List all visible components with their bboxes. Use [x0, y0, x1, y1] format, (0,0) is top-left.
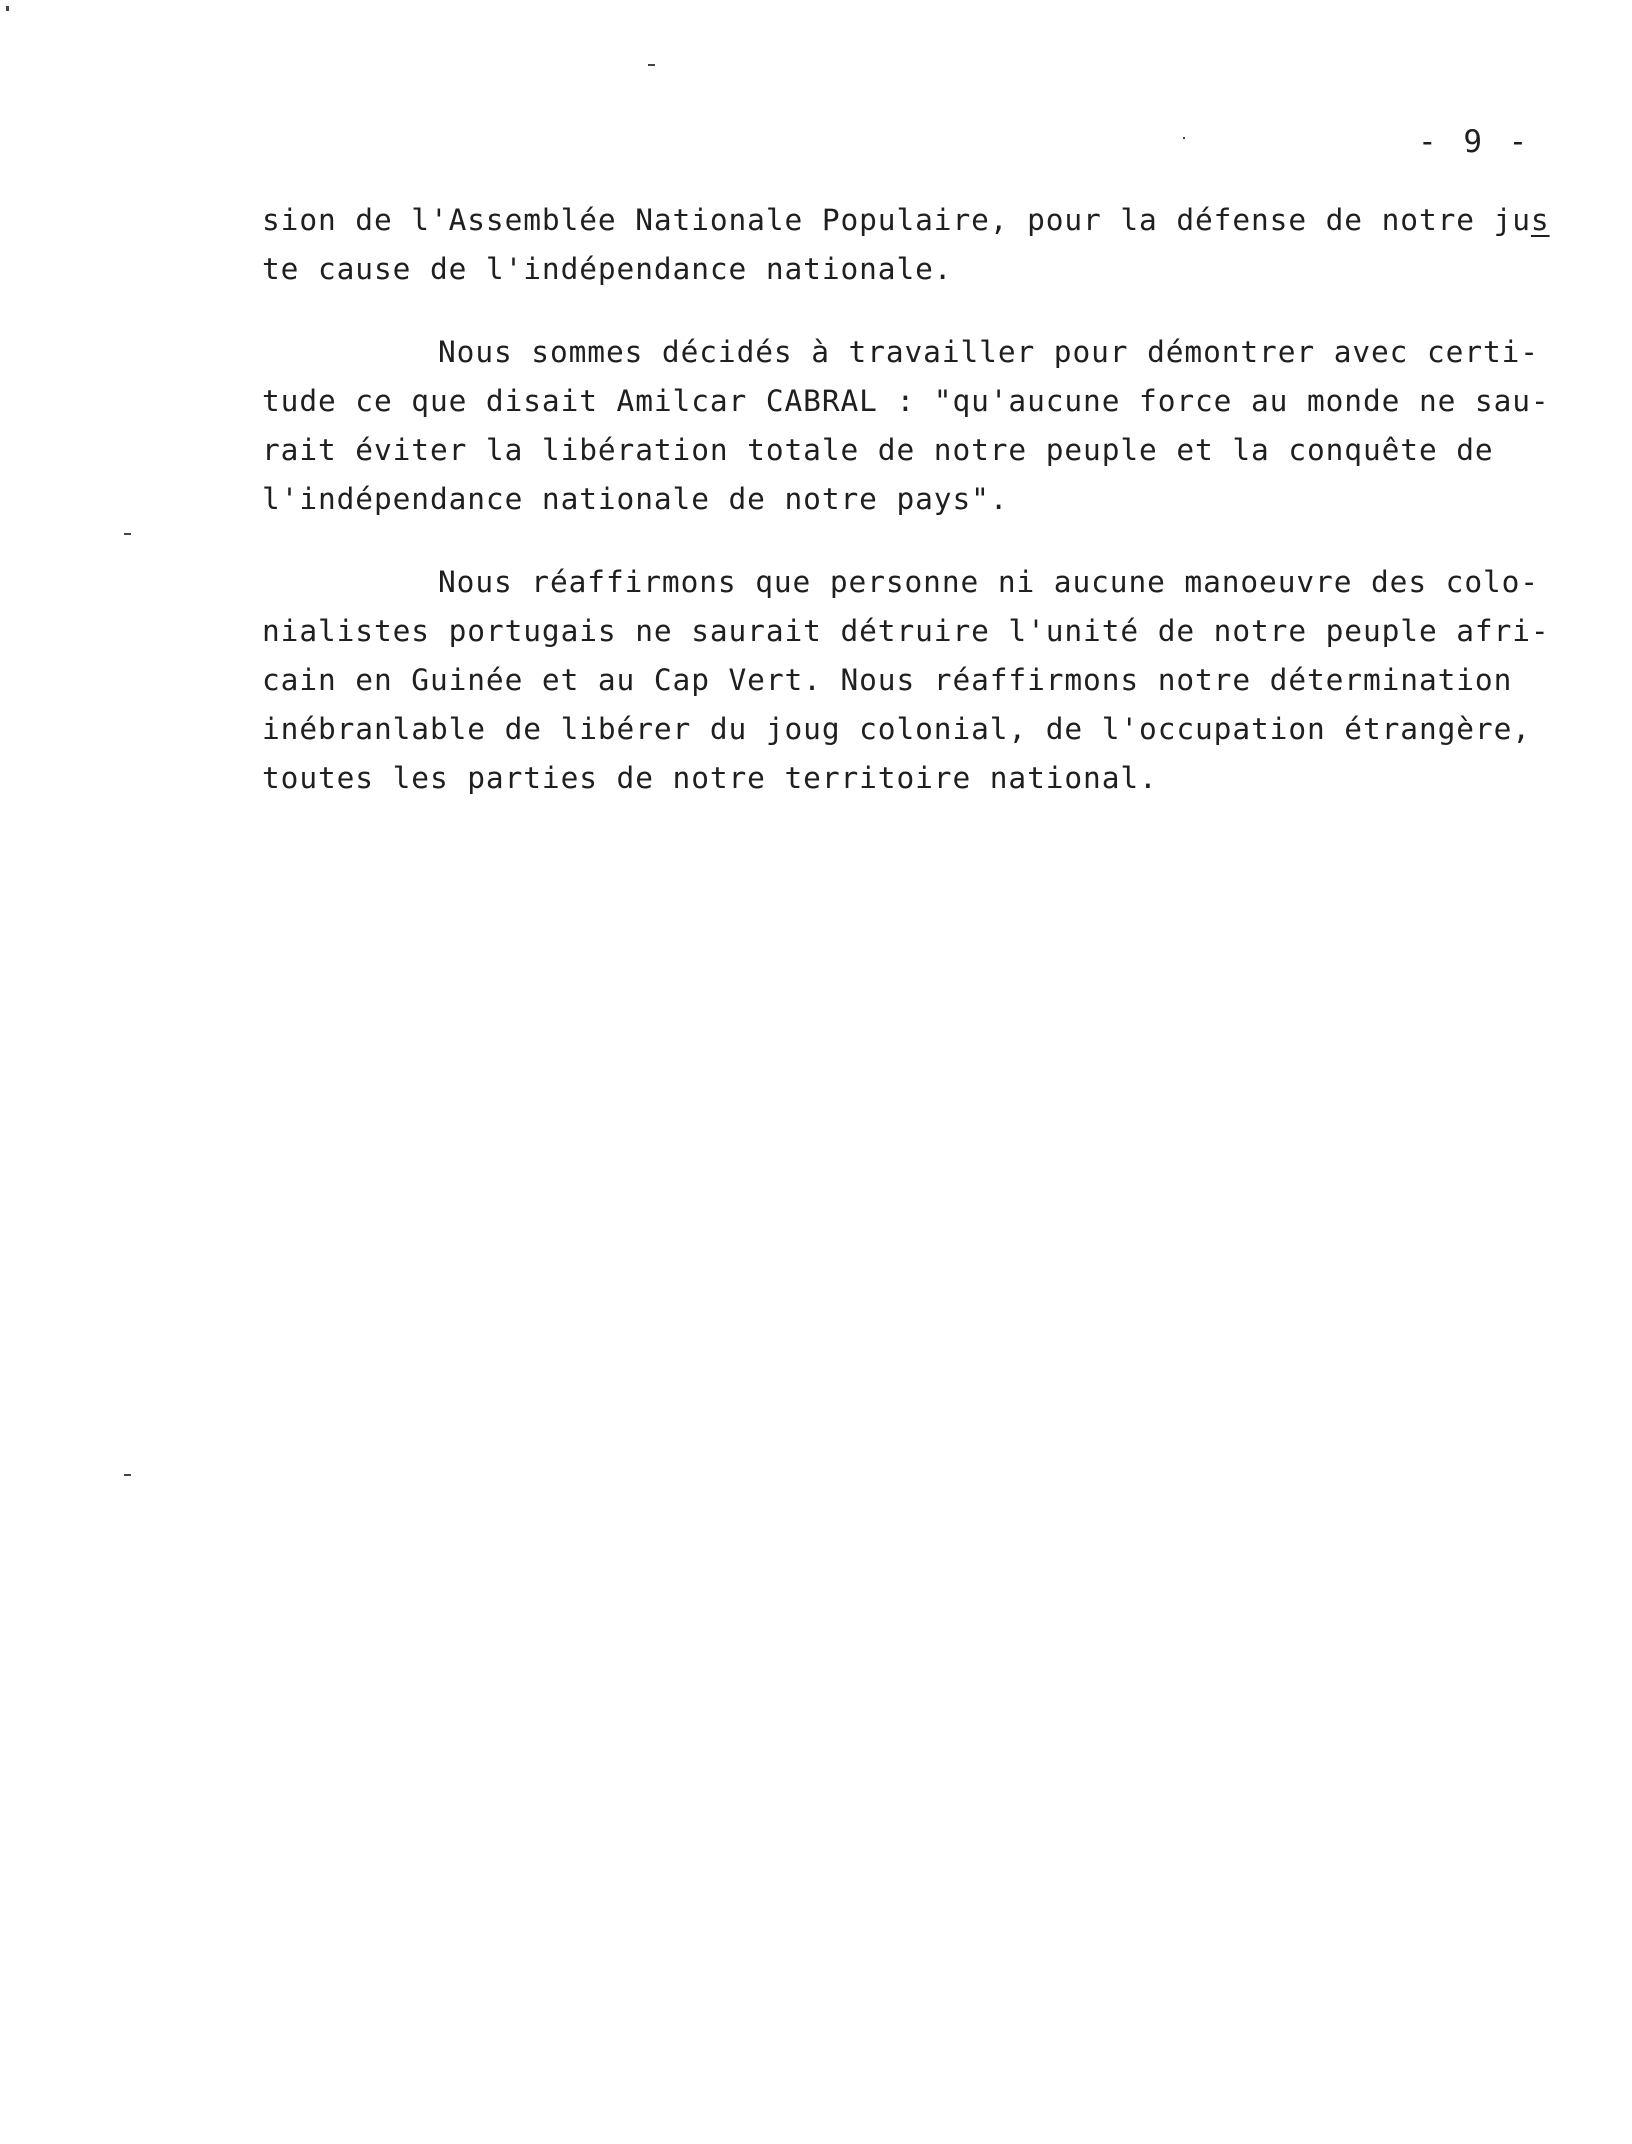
- text-line: inébranlable de libérer du joug colonial, de l'occupation étrangère,: [262, 712, 1531, 746]
- scan-speck: [1183, 137, 1185, 139]
- text-line: Nous réaffirmons que personne ni aucune manoeuvre des colo-: [438, 565, 1539, 599]
- page-number: - 9 -: [1418, 124, 1532, 160]
- text-line: te cause de l'indépendance nationale.: [262, 252, 953, 286]
- scan-speck: [124, 533, 131, 535]
- text-line: nialistes portugais ne saurait détruire l'unité de notre peuple afri-: [262, 614, 1550, 648]
- document-body: [262, 196, 1602, 803]
- scan-speck: [648, 64, 655, 66]
- paragraph-1: [262, 196, 1602, 294]
- text-line: l'indépendance nationale de notre pays".: [262, 482, 1009, 516]
- underlined-letter: s: [1530, 203, 1550, 237]
- paragraph-2: [262, 328, 1602, 524]
- text-line-content: sion de l'Assemblée Nationale Populaire, pour la défense de notre ju: [262, 203, 1531, 237]
- text-line: tude ce que disait Amilcar CABRAL : "qu'aucune force au monde ne sau-: [262, 384, 1550, 418]
- text-line: toutes les parties de notre territoire national.: [262, 761, 1158, 795]
- text-line: [262, 196, 1602, 245]
- scan-speck: [6, 6, 9, 11]
- paragraph-3: [262, 558, 1602, 803]
- text-line: cain en Guinée et au Cap Vert. Nous réaffirmons notre détermination: [262, 663, 1513, 697]
- scan-speck: [124, 1474, 131, 1476]
- text-line: rait éviter la libération totale de notre peuple et la conquête de: [262, 433, 1494, 467]
- text-line: Nous sommes décidés à travailler pour démontrer avec certi-: [438, 335, 1539, 369]
